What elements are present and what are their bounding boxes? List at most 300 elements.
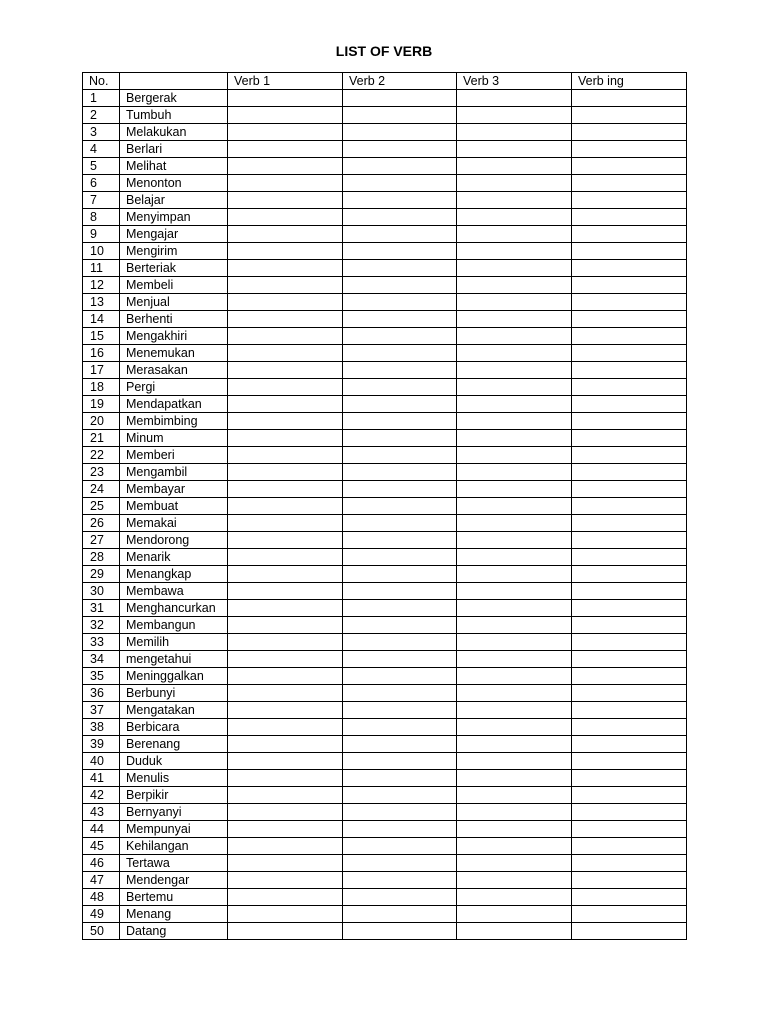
verb-1-cell <box>228 736 343 753</box>
verb-3-cell <box>457 107 572 124</box>
verb-1-cell <box>228 413 343 430</box>
row-word: Membangun <box>120 617 228 634</box>
row-word: Menemukan <box>120 345 228 362</box>
verb-2-cell <box>343 617 457 634</box>
verb-1-cell <box>228 600 343 617</box>
verb-ing-cell <box>572 583 687 600</box>
table-row <box>83 413 687 430</box>
verb-ing-cell <box>572 107 687 124</box>
verb-2-cell <box>343 515 457 532</box>
row-number: 21 <box>83 430 120 447</box>
table-row <box>83 515 687 532</box>
verb-3-cell <box>457 906 572 923</box>
verb-ing-cell <box>572 600 687 617</box>
row-number: 31 <box>83 600 120 617</box>
verb-2-cell <box>343 787 457 804</box>
row-number: 1 <box>83 90 120 107</box>
row-word: Duduk <box>120 753 228 770</box>
row-number: 23 <box>83 464 120 481</box>
row-number: 50 <box>83 923 120 940</box>
row-number: 16 <box>83 345 120 362</box>
verb-2-cell <box>343 702 457 719</box>
verb-1-cell <box>228 260 343 277</box>
verb-3-cell <box>457 804 572 821</box>
table-row <box>83 634 687 651</box>
verb-2-cell <box>343 838 457 855</box>
verb-3-cell <box>457 277 572 294</box>
row-number: 41 <box>83 770 120 787</box>
row-word: Berbunyi <box>120 685 228 702</box>
verb-ing-cell <box>572 447 687 464</box>
row-number: 37 <box>83 702 120 719</box>
verb-ing-cell <box>572 872 687 889</box>
verb-ing-cell <box>572 209 687 226</box>
row-word: Membimbing <box>120 413 228 430</box>
table-row <box>83 566 687 583</box>
verb-3-cell <box>457 566 572 583</box>
row-word: Minum <box>120 430 228 447</box>
header-verb-ing: Verb ing <box>572 73 687 90</box>
verb-2-cell <box>343 889 457 906</box>
table-row <box>83 804 687 821</box>
verb-1-cell <box>228 192 343 209</box>
verb-2-cell <box>343 277 457 294</box>
verb-1-cell <box>228 685 343 702</box>
verb-2-cell <box>343 243 457 260</box>
verb-2-cell <box>343 107 457 124</box>
verb-1-cell <box>228 362 343 379</box>
row-number: 39 <box>83 736 120 753</box>
verb-3-cell <box>457 362 572 379</box>
table-row <box>83 821 687 838</box>
verb-1-cell <box>228 226 343 243</box>
verb-ing-cell <box>572 345 687 362</box>
verb-ing-cell <box>572 328 687 345</box>
verb-3-cell <box>457 396 572 413</box>
table-row <box>83 702 687 719</box>
verb-2-cell <box>343 600 457 617</box>
table-row <box>83 617 687 634</box>
row-word: Berlari <box>120 141 228 158</box>
row-word: Belajar <box>120 192 228 209</box>
row-word: Mendorong <box>120 532 228 549</box>
row-number: 43 <box>83 804 120 821</box>
verb-3-cell <box>457 447 572 464</box>
verb-2-cell <box>343 923 457 940</box>
verb-1-cell <box>228 175 343 192</box>
table-row <box>83 141 687 158</box>
verb-ing-cell <box>572 651 687 668</box>
verb-ing-cell <box>572 906 687 923</box>
verb-3-cell <box>457 889 572 906</box>
verb-2-cell <box>343 226 457 243</box>
row-number: 22 <box>83 447 120 464</box>
table-row <box>83 345 687 362</box>
verb-3-cell <box>457 753 572 770</box>
verb-1-cell <box>228 141 343 158</box>
verb-3-cell <box>457 413 572 430</box>
table-row <box>83 736 687 753</box>
row-word: Menyimpan <box>120 209 228 226</box>
table-row <box>83 651 687 668</box>
row-word: Memakai <box>120 515 228 532</box>
verb-2-cell <box>343 158 457 175</box>
verb-ing-cell <box>572 804 687 821</box>
row-word: Mengakhiri <box>120 328 228 345</box>
verb-ing-cell <box>572 311 687 328</box>
row-number: 14 <box>83 311 120 328</box>
verb-ing-cell <box>572 923 687 940</box>
row-number: 4 <box>83 141 120 158</box>
verb-ing-cell <box>572 379 687 396</box>
row-number: 32 <box>83 617 120 634</box>
verb-3-cell <box>457 379 572 396</box>
verb-3-cell <box>457 515 572 532</box>
verb-3-cell <box>457 498 572 515</box>
row-number: 49 <box>83 906 120 923</box>
row-number: 11 <box>83 260 120 277</box>
verb-1-cell <box>228 549 343 566</box>
verb-2-cell <box>343 583 457 600</box>
row-word: Mengambil <box>120 464 228 481</box>
verb-ing-cell <box>572 702 687 719</box>
table-row <box>83 583 687 600</box>
verb-3-cell <box>457 192 572 209</box>
row-word: Menang <box>120 906 228 923</box>
row-word: Berhenti <box>120 311 228 328</box>
verb-1-cell <box>228 345 343 362</box>
verb-3-cell <box>457 345 572 362</box>
verb-ing-cell <box>572 362 687 379</box>
verb-ing-cell <box>572 515 687 532</box>
verb-2-cell <box>343 430 457 447</box>
verb-1-cell <box>228 311 343 328</box>
row-number: 8 <box>83 209 120 226</box>
row-number: 30 <box>83 583 120 600</box>
table-row <box>83 209 687 226</box>
header-no: No. <box>83 73 120 90</box>
row-word: Menjual <box>120 294 228 311</box>
row-number: 34 <box>83 651 120 668</box>
verb-3-cell <box>457 294 572 311</box>
verb-1-cell <box>228 787 343 804</box>
row-number: 27 <box>83 532 120 549</box>
verb-ing-cell <box>572 141 687 158</box>
verb-2-cell <box>343 311 457 328</box>
verb-3-cell <box>457 821 572 838</box>
verb-2-cell <box>343 175 457 192</box>
row-number: 2 <box>83 107 120 124</box>
row-number: 40 <box>83 753 120 770</box>
verb-2-cell <box>343 872 457 889</box>
table-row <box>83 685 687 702</box>
row-word: Bernyanyi <box>120 804 228 821</box>
verb-3-cell <box>457 481 572 498</box>
row-number: 13 <box>83 294 120 311</box>
verb-3-cell <box>457 583 572 600</box>
verb-1-cell <box>228 719 343 736</box>
verb-2-cell <box>343 736 457 753</box>
row-number: 35 <box>83 668 120 685</box>
row-word: Datang <box>120 923 228 940</box>
verb-3-cell <box>457 141 572 158</box>
verb-1-cell <box>228 90 343 107</box>
row-number: 7 <box>83 192 120 209</box>
verb-3-cell <box>457 328 572 345</box>
verb-1-cell <box>228 753 343 770</box>
verb-ing-cell <box>572 685 687 702</box>
row-word: Membawa <box>120 583 228 600</box>
header-verb-3: Verb 3 <box>457 73 572 90</box>
row-word: Tertawa <box>120 855 228 872</box>
verb-2-cell <box>343 753 457 770</box>
verb-3-cell <box>457 549 572 566</box>
verb-1-cell <box>228 804 343 821</box>
verb-1-cell <box>228 651 343 668</box>
verb-ing-cell <box>572 668 687 685</box>
row-number: 33 <box>83 634 120 651</box>
row-word: Mendapatkan <box>120 396 228 413</box>
verb-3-cell <box>457 736 572 753</box>
verb-ing-cell <box>572 821 687 838</box>
verb-ing-cell <box>572 192 687 209</box>
verb-3-cell <box>457 209 572 226</box>
verb-1-cell <box>228 481 343 498</box>
verb-ing-cell <box>572 294 687 311</box>
verb-1-cell <box>228 668 343 685</box>
verb-2-cell <box>343 855 457 872</box>
verb-2-cell <box>343 719 457 736</box>
table-row <box>83 668 687 685</box>
verb-2-cell <box>343 294 457 311</box>
verb-2-cell <box>343 532 457 549</box>
verb-1-cell <box>228 294 343 311</box>
verb-ing-cell <box>572 481 687 498</box>
verb-ing-cell <box>572 889 687 906</box>
table-row <box>83 311 687 328</box>
verb-3-cell <box>457 90 572 107</box>
row-number: 26 <box>83 515 120 532</box>
verb-ing-cell <box>572 175 687 192</box>
row-word: Mendengar <box>120 872 228 889</box>
verb-2-cell <box>343 668 457 685</box>
row-word: Melihat <box>120 158 228 175</box>
row-word: Membayar <box>120 481 228 498</box>
verb-2-cell <box>343 124 457 141</box>
verb-2-cell <box>343 651 457 668</box>
verb-3-cell <box>457 685 572 702</box>
verb-2-cell <box>343 141 457 158</box>
row-word: Mengatakan <box>120 702 228 719</box>
table-row <box>83 328 687 345</box>
verb-1-cell <box>228 328 343 345</box>
row-word: Mempunyai <box>120 821 228 838</box>
verb-2-cell <box>343 362 457 379</box>
verb-ing-cell <box>572 277 687 294</box>
verb-ing-cell <box>572 736 687 753</box>
verb-2-cell <box>343 396 457 413</box>
row-number: 17 <box>83 362 120 379</box>
verb-1-cell <box>228 379 343 396</box>
table-row <box>83 396 687 413</box>
table-row <box>83 481 687 498</box>
verb-ing-cell <box>572 430 687 447</box>
row-number: 48 <box>83 889 120 906</box>
verb-1-cell <box>228 583 343 600</box>
row-word: Mengajar <box>120 226 228 243</box>
row-word: Melakukan <box>120 124 228 141</box>
row-number: 38 <box>83 719 120 736</box>
table-row <box>83 107 687 124</box>
verb-ing-cell <box>572 770 687 787</box>
table-row <box>83 124 687 141</box>
verb-3-cell <box>457 872 572 889</box>
row-number: 25 <box>83 498 120 515</box>
table-row <box>83 430 687 447</box>
table-row <box>83 294 687 311</box>
verb-1-cell <box>228 243 343 260</box>
verb-ing-cell <box>572 787 687 804</box>
table-row <box>83 855 687 872</box>
verb-ing-cell <box>572 396 687 413</box>
verb-2-cell <box>343 549 457 566</box>
table-row <box>83 889 687 906</box>
verb-3-cell <box>457 430 572 447</box>
verb-3-cell <box>457 226 572 243</box>
verb-ing-cell <box>572 838 687 855</box>
verb-1-cell <box>228 838 343 855</box>
verb-ing-cell <box>572 719 687 736</box>
row-number: 10 <box>83 243 120 260</box>
verb-3-cell <box>457 770 572 787</box>
verb-ing-cell <box>572 243 687 260</box>
header-verb-2: Verb 2 <box>343 73 457 90</box>
row-number: 9 <box>83 226 120 243</box>
verb-1-cell <box>228 124 343 141</box>
row-word: Tumbuh <box>120 107 228 124</box>
table-row <box>83 464 687 481</box>
verb-1-cell <box>228 158 343 175</box>
row-word: Pergi <box>120 379 228 396</box>
table-row <box>83 158 687 175</box>
row-word: Merasakan <box>120 362 228 379</box>
verb-3-cell <box>457 175 572 192</box>
table-row <box>83 753 687 770</box>
row-number: 5 <box>83 158 120 175</box>
verb-2-cell <box>343 192 457 209</box>
row-number: 44 <box>83 821 120 838</box>
verb-3-cell <box>457 923 572 940</box>
verb-ing-cell <box>572 226 687 243</box>
verb-3-cell <box>457 124 572 141</box>
table-row <box>83 906 687 923</box>
table-row <box>83 243 687 260</box>
verb-ing-cell <box>572 549 687 566</box>
verb-1-cell <box>228 396 343 413</box>
row-number: 46 <box>83 855 120 872</box>
table-row <box>83 260 687 277</box>
verb-2-cell <box>343 464 457 481</box>
verb-ing-cell <box>572 634 687 651</box>
row-word: Membeli <box>120 277 228 294</box>
verb-1-cell <box>228 872 343 889</box>
verb-3-cell <box>457 787 572 804</box>
verb-3-cell <box>457 651 572 668</box>
verb-ing-cell <box>572 124 687 141</box>
verb-3-cell <box>457 311 572 328</box>
verb-1-cell <box>228 634 343 651</box>
verb-3-cell <box>457 600 572 617</box>
verb-ing-cell <box>572 260 687 277</box>
verb-2-cell <box>343 821 457 838</box>
verb-1-cell <box>228 617 343 634</box>
table-row <box>83 175 687 192</box>
verb-1-cell <box>228 107 343 124</box>
verb-2-cell <box>343 90 457 107</box>
page-title: LIST OF VERB <box>335 43 433 59</box>
table-row <box>83 192 687 209</box>
row-number: 20 <box>83 413 120 430</box>
row-number: 24 <box>83 481 120 498</box>
table-row <box>83 923 687 940</box>
row-number: 47 <box>83 872 120 889</box>
row-word: Menangkap <box>120 566 228 583</box>
verb-ing-cell <box>572 617 687 634</box>
row-word: Membuat <box>120 498 228 515</box>
verb-2-cell <box>343 634 457 651</box>
verb-ing-cell <box>572 532 687 549</box>
verb-ing-cell <box>572 158 687 175</box>
table-row <box>83 600 687 617</box>
row-word: Berpikir <box>120 787 228 804</box>
verb-3-cell <box>457 260 572 277</box>
table-row <box>83 226 687 243</box>
verb-1-cell <box>228 277 343 294</box>
row-number: 29 <box>83 566 120 583</box>
verb-1-cell <box>228 498 343 515</box>
verb-3-cell <box>457 532 572 549</box>
verb-1-cell <box>228 464 343 481</box>
row-word: Bertemu <box>120 889 228 906</box>
verb-2-cell <box>343 498 457 515</box>
table-row <box>83 719 687 736</box>
verb-2-cell <box>343 345 457 362</box>
table-row <box>83 447 687 464</box>
row-word: Berenang <box>120 736 228 753</box>
verb-ing-cell <box>572 753 687 770</box>
row-number: 45 <box>83 838 120 855</box>
table-row <box>83 90 687 107</box>
verb-3-cell <box>457 243 572 260</box>
row-word: mengetahui <box>120 651 228 668</box>
verb-3-cell <box>457 719 572 736</box>
table-row <box>83 838 687 855</box>
row-word: Mengirim <box>120 243 228 260</box>
verb-1-cell <box>228 430 343 447</box>
row-number: 42 <box>83 787 120 804</box>
row-number: 3 <box>83 124 120 141</box>
row-number: 36 <box>83 685 120 702</box>
verb-1-cell <box>228 770 343 787</box>
row-number: 28 <box>83 549 120 566</box>
row-word: Menarik <box>120 549 228 566</box>
verb-3-cell <box>457 838 572 855</box>
verb-2-cell <box>343 209 457 226</box>
header-word <box>120 73 228 90</box>
table-row <box>83 787 687 804</box>
verb-2-cell <box>343 260 457 277</box>
verb-1-cell <box>228 923 343 940</box>
